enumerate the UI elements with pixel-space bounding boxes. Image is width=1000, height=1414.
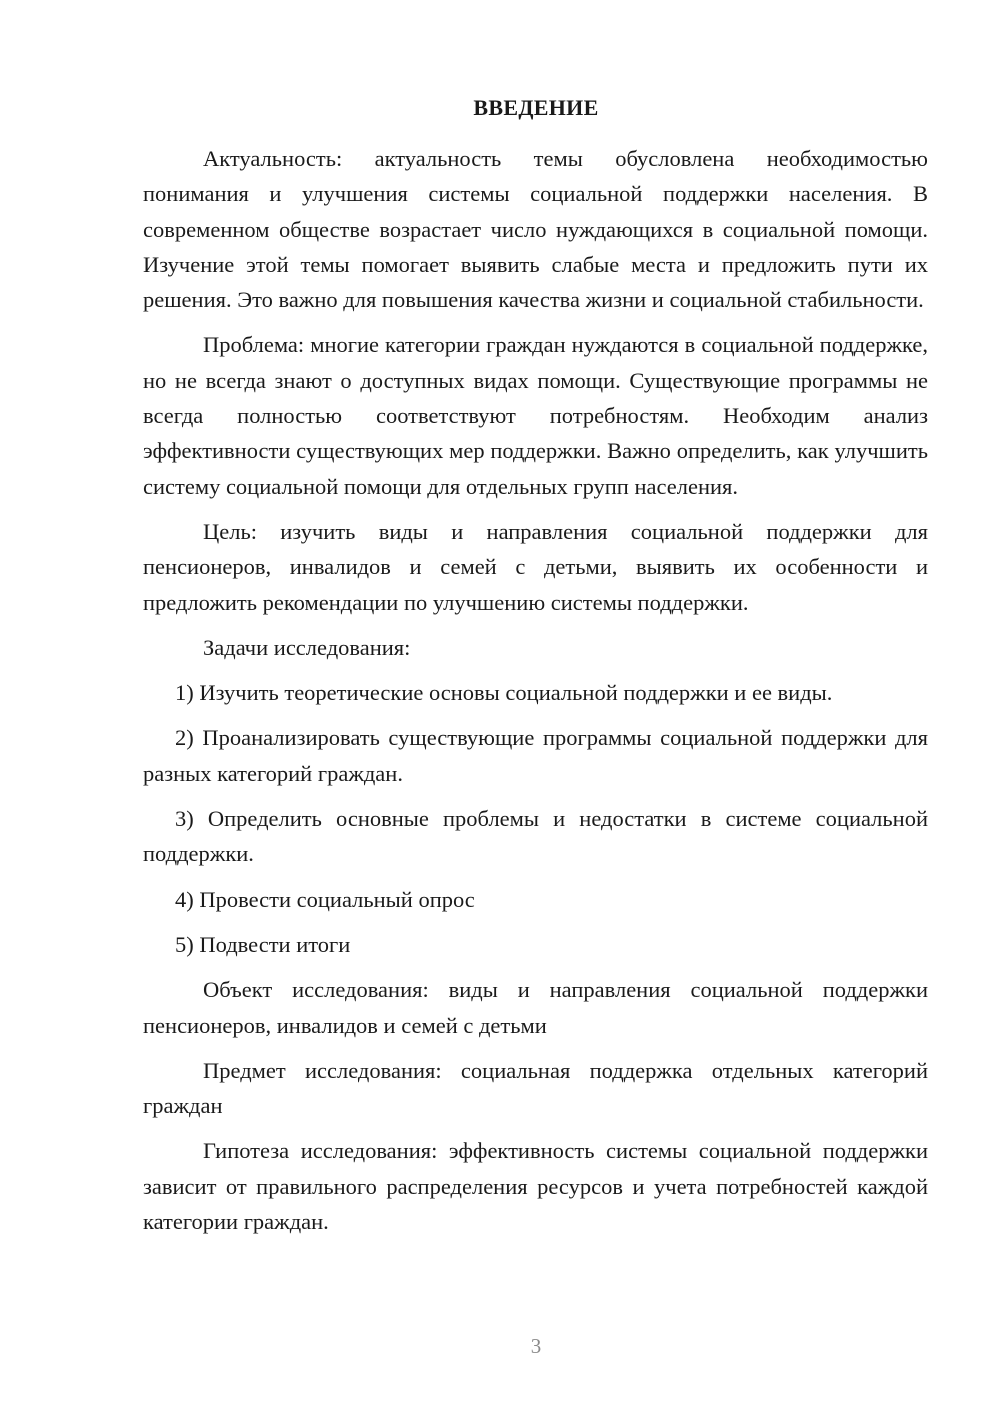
task-item-5: 5) Подвести итоги: [175, 931, 351, 957]
paragraph-object: Объект исследования: виды и направления социальной поддержки пенсионеров, инвалидов и семей с детьми: [143, 977, 928, 1038]
task-item-3: 3) Определить основные проблемы и недостатки в системе социальной поддержки.: [143, 806, 928, 867]
page-title: ВВЕДЕНИЕ: [473, 95, 599, 120]
task-item-2: 2) Проанализировать существующие программы социальной поддержки для разных категорий граждан.: [143, 725, 928, 786]
paragraph-subject: Предмет исследования: социальная поддержка отдельных категорий граждан: [143, 1057, 928, 1119]
paragraph-goal: Цель: изучить виды и направления социальной поддержки для пенсионеров, инвалидов и семей с детьми, выявить их особенности и предложить рекомендации по улучшению системы поддержки.: [143, 518, 928, 615]
paragraph-problem: Проблема: многие категории граждан нуждаются в социальной поддержке, но не всегда знают о доступных видах помощи. Существующие программы не всегда полностью соответствуют потребностям. Необходим анализ эффективности существующих мер поддержки. Важно определить, как улучшить систему социальной помощи для отдельных групп населения.: [143, 332, 928, 499]
task-item-1: 1) Изучить теоретические основы социальной поддержки и ее виды.: [175, 680, 833, 706]
paragraph-hypothesis: Гипотеза исследования: эффективность системы социальной поддержки зависит от правильного распределения ресурсов и учета потребностей каждой категории граждан.: [143, 1138, 928, 1235]
page-number: 3: [530, 1334, 542, 1358]
task-item-4: 4) Провести социальный опрос: [175, 886, 475, 912]
document-body: [143, 141, 928, 1249]
paragraph-relevance: Актуальность: актуальность темы обусловлена необходимостью понимания и улучшения системы социальной поддержки населения. В современном обществе возрастает число нуждающихся в социальной помощи. Изучение этой темы помогает выявить слабые места и предложить пути их решения. Это важно для повышения качества жизни и социальной стабильности.: [143, 146, 928, 313]
paragraph-tasks-heading: Задачи исследования:: [203, 634, 411, 660]
